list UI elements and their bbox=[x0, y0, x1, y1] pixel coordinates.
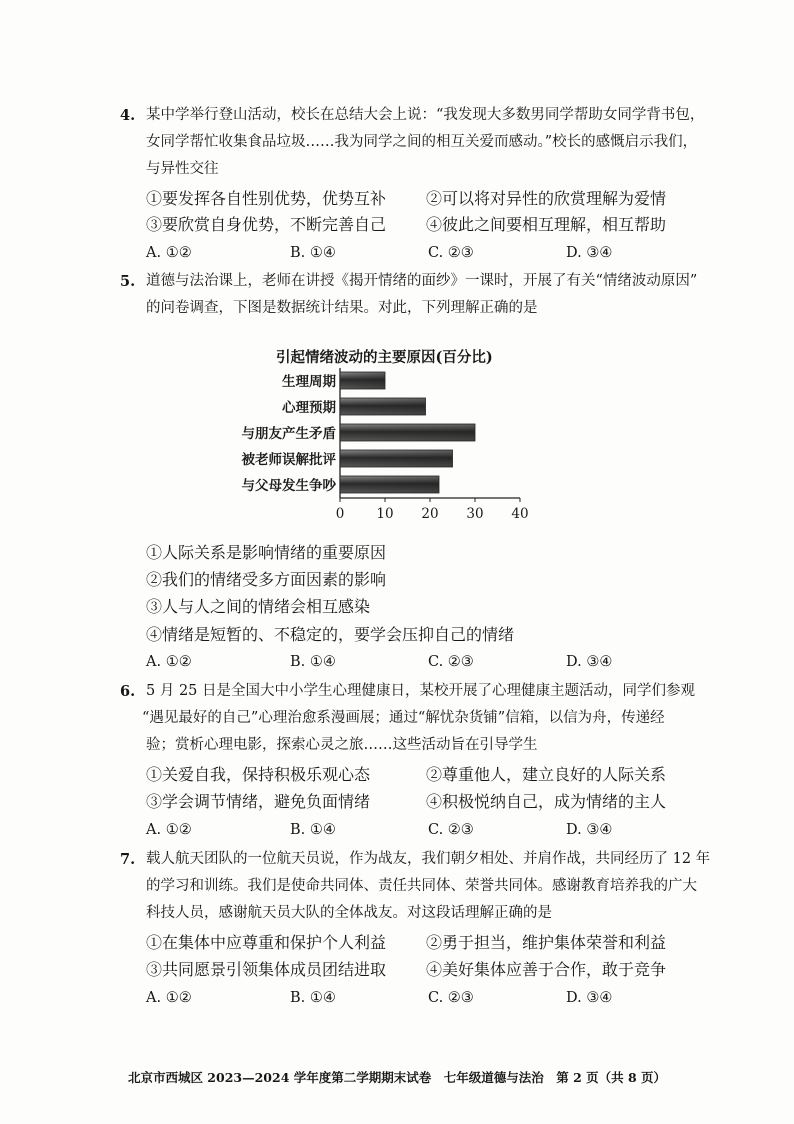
category-label: 被老师误解批评 bbox=[241, 452, 336, 468]
question-number: 7. bbox=[120, 851, 136, 868]
answer-choice: B. ①④ bbox=[290, 654, 336, 670]
question-number: 4. bbox=[120, 107, 136, 124]
option: ④积极悦纳自己，成为情绪的主人 bbox=[426, 792, 667, 811]
chart-title: 引起情绪波动的主要原因(百分比) bbox=[276, 349, 493, 366]
option: ④美好集体应善于合作，敢于竞争 bbox=[426, 960, 667, 979]
option: ④彼此之间要相互理解，相互帮助 bbox=[426, 215, 667, 234]
x-tick-label: 30 bbox=[466, 506, 484, 522]
answer-choice: B. ①④ bbox=[290, 245, 336, 261]
answer-choice: C. ②③ bbox=[428, 654, 474, 670]
x-tick-label: 20 bbox=[421, 506, 439, 522]
option: ③共同愿景引领集体成员团结进取 bbox=[146, 960, 387, 979]
question-text-line: 道德与法治课上，老师在讲授《揭开情绪的面纱》一课时，开展了有关“情绪波动原因” bbox=[146, 273, 698, 289]
option: ②我们的情绪受多方面因素的影响 bbox=[146, 570, 387, 589]
answer-choice: B. ①④ bbox=[290, 990, 336, 1006]
question-text-line: 科技人员，感谢航天员大队的全体战友。对这段话理解正确的是 bbox=[146, 905, 552, 921]
option: ③人与人之间的情绪会相互感染 bbox=[146, 597, 371, 616]
answer-choice: D. ③④ bbox=[566, 245, 613, 261]
bar-shade bbox=[340, 476, 439, 493]
bar-shade bbox=[340, 372, 385, 389]
answer-choice: C. ②③ bbox=[428, 822, 474, 838]
answer-choice: B. ①④ bbox=[290, 822, 336, 838]
question-text-line: 验；赏析心理电影，探索心灵之旅……这些活动旨在引导学生 bbox=[146, 737, 538, 753]
answer-choice: A. ①② bbox=[146, 654, 192, 670]
question-text-line: 与异性交往 bbox=[146, 161, 219, 177]
answer-choice: A. ①② bbox=[146, 990, 192, 1006]
category-label: 与朋友产生矛盾 bbox=[241, 426, 336, 442]
bar-shade bbox=[340, 450, 453, 467]
question-text-line: 5 月 25 日是全国大中小学生心理健康日，某校开展了心理健康主题活动，同学们参观 bbox=[146, 683, 696, 699]
question-text-line: 的问卷调查，下图是数据统计结果。对此，下列理解正确的是 bbox=[146, 300, 538, 316]
bar-shade bbox=[340, 398, 426, 415]
answer-choice: D. ③④ bbox=[566, 654, 613, 670]
question-text-line: 的学习和训练。我们是使命共同体、责任共同体、荣誉共同体。感谢教育培养我的广大 bbox=[146, 878, 697, 894]
question-text-line: “遇见最好的自己”心理治愈系漫画展；通过“解忧杂货铺”信箱，以信为舟，传递经 bbox=[142, 710, 665, 726]
question-text-line: 女同学帮忙收集食品垃圾……我为同学之间的相互关爱而感动。”校长的感慨启示我们， bbox=[146, 134, 698, 150]
x-tick-label: 40 bbox=[511, 506, 529, 522]
question-6 bbox=[120, 678, 696, 759]
answer-choice: C. ②③ bbox=[428, 990, 474, 1006]
option: ②勇于担当，维护集体荣誉和利益 bbox=[426, 933, 667, 952]
answer-choice: A. ①② bbox=[146, 822, 192, 838]
bar-shade bbox=[340, 424, 475, 441]
category-label: 与父母发生争吵 bbox=[241, 478, 336, 494]
category-label: 生理周期 bbox=[282, 374, 336, 390]
option: ①关爱自我，保持积极乐观心态 bbox=[146, 765, 371, 784]
option: ③学会调节情绪，避免负面情绪 bbox=[146, 792, 371, 811]
answer-choice: A. ①② bbox=[146, 245, 192, 261]
option: ④情绪是短暂的、不稳定的，要学会压抑自己的情绪 bbox=[146, 625, 515, 644]
category-label: 心理预期 bbox=[282, 400, 336, 416]
question-number: 6. bbox=[120, 683, 136, 700]
option: ①在集体中应尊重和保护个人利益 bbox=[146, 933, 387, 952]
answer-choice: C. ②③ bbox=[428, 245, 474, 261]
answer-choice: D. ③④ bbox=[566, 990, 613, 1006]
x-tick-label: 0 bbox=[335, 506, 345, 522]
answer-choice: D. ③④ bbox=[566, 822, 613, 838]
option: ①要发挥各自性别优势，优势互补 bbox=[146, 189, 387, 208]
option: ①人际关系是影响情绪的重要原因 bbox=[146, 543, 387, 562]
question-text-line: 某中学举行登山活动，校长在总结大会上说：“我发现大多数男同学帮助女同学背书包， bbox=[146, 107, 705, 123]
x-tick-label: 10 bbox=[376, 506, 394, 522]
bar-chart bbox=[0, 0, 794, 540]
question-text-line: 载人航天团队的一位航天员说，作为战友，我们朝夕相处、并肩作战，共同经历了 12 年 bbox=[146, 851, 711, 867]
question-number: 5. bbox=[120, 273, 136, 290]
option: ②尊重他人，建立良好的人际关系 bbox=[426, 765, 667, 784]
page-footer: 北京市西城区 2023—2024 学年度第二学期期末试卷 七年级道德与法治 第 2 页（共 8 页） bbox=[127, 1070, 667, 1085]
option: ②可以将对异性的欣赏理解为爱情 bbox=[426, 189, 667, 208]
question-7 bbox=[120, 846, 711, 927]
option: ③要欣赏自身优势，不断完善自己 bbox=[146, 215, 387, 234]
